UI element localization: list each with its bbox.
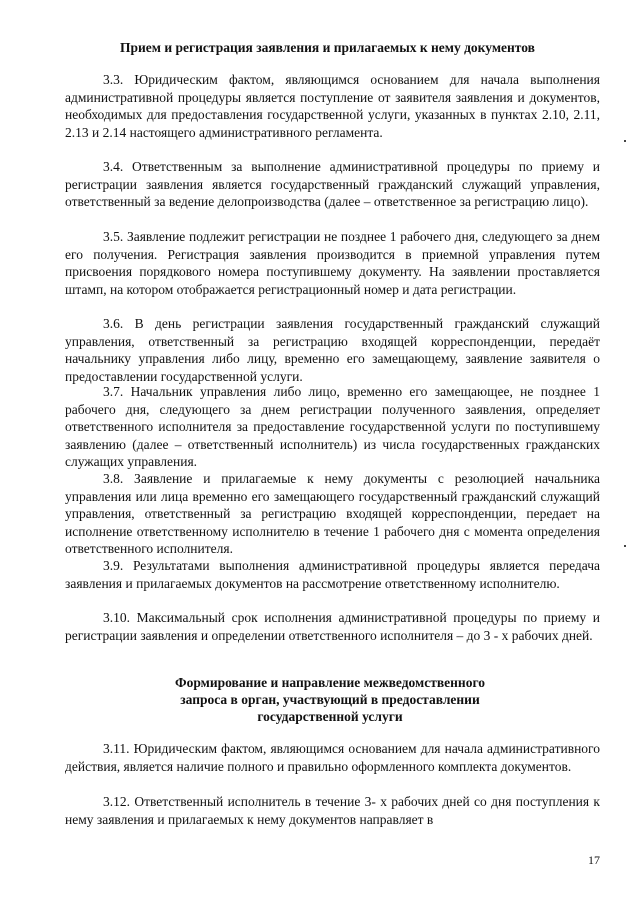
section-title: Прием и регистрация заявления и прилагаемых к нему документов [120,40,535,55]
paragraph-3-6: 3.6. В день регистрации заявления государственный гражданский служащий управления, ответственный за регистрацию входящей корреспонденции, передаёт начальнику управления либо лицу, временно его замещающему, заявление заявителя о предоставлении государственной услуги. [65,316,600,384]
paragraph-3-8: 3.8. Заявление и прилагаемые к нему документы с резолюцией начальника управления или лица временно его замещающего государственный гражданский служащий управления, ответственный за регистрацию входящей корреспонденции, передает на исполнение ответственному исполнителю в течение 1 рабочего дня с момента определения ответственного исполнителя. [65,471,600,557]
paragraph-3-4: 3.4. Ответственным за выполнение административной процедуры по приему и регистрации заявления является государственный гражданский служащий управления, ответственный за ведение делопроизводства (далее – ответственное за регистрацию лицо). [65,159,600,210]
subsection-title-line-3: государственной услуги [257,709,403,724]
page-number: 17 [588,853,600,867]
paragraph-3-11: 3.11. Юридическим фактом, являющимся основанием для начала административного действия, является наличие полного и правильно оформленного комплекта документов. [65,741,600,774]
paragraph-3-5: 3.5. Заявление подлежит регистрации не позднее 1 рабочего дня, следующего за днем его получения. Регистрация заявления производится в приемной управления путем присвоения порядкового номера поступившему документу. На заявлении проставляется штамп, на котором отображается регистрационный номер и дата регистрации. [65,229,600,297]
paragraph-3-3: 3.3. Юридическим фактом, являющимся основанием для начала выполнения административной процедуры является поступление от заявителя заявления и документов, необходимых для предоставления государственной услуги, указанных в пунктах 2.10, 2.11, 2.13 и 2.14 настоящего административного регламента. [65,72,600,140]
subsection-title [60,674,600,725]
subsection-title-line-2: запроса в орган, участвующий в предоставлении [180,692,480,707]
paragraph-3-10: 3.10. Максимальный срок исполнения административной процедуры по приему и регистрации заявления и определении ответственного исполнителя – до 3 - х рабочих дней. [65,610,600,643]
paragraph-3-9: 3.9. Результатами выполнения административной процедуры является передача заявления и прилагаемых документов на рассмотрение ответственному исполнителю. [65,558,600,591]
scan-mark [624,545,626,547]
scan-mark [624,140,626,142]
paragraph-3-7: 3.7. Начальник управления либо лицо, временно его замещающее, не позднее 1 рабочего дня, следующего за днем регистрации полученного заявления, определяет ответственного исполнителя за предоставление государственной услуги по поступившему заявлению (далее – ответственный исполнитель) из числа государственных гражданских служащих управления. [65,384,600,470]
paragraph-3-12: 3.12. Ответственный исполнитель в течение 3- х рабочих дней со дня поступления к нему заявления и прилагаемых к нему документов направляет в [65,794,600,827]
subsection-title-line-1: Формирование и направление межведомственного [174,675,485,690]
